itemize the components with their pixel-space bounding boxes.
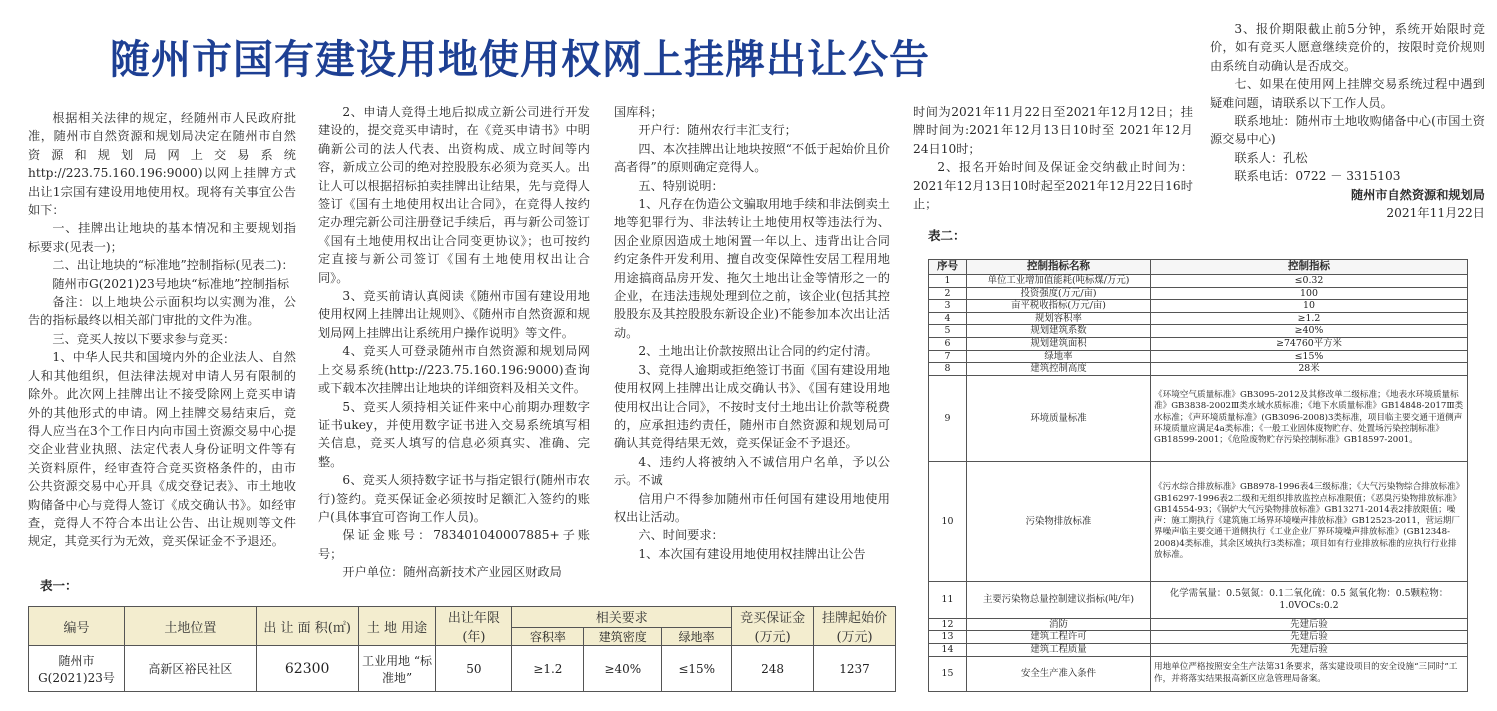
cell-name: 规划建筑系数 xyxy=(967,325,1151,338)
table-row xyxy=(929,363,1468,376)
cell-name: 投资强度(万元/亩) xyxy=(967,287,1151,300)
paragraph: 联系人：孔松 xyxy=(1234,150,1308,165)
sign-date: 2021年11月22日 xyxy=(1386,206,1485,221)
header-index-value: 控制指标 xyxy=(1151,260,1468,275)
cell-no: 12 xyxy=(929,618,967,631)
cell-name: 建筑工程许可 xyxy=(967,631,1151,644)
cell-value: 用地单位严格按照安全生产法第31条要求，落实建设项目的安全设施“三同时”工作，并将落实结果报高新区应急管理局备案。 xyxy=(1151,656,1468,691)
table-row xyxy=(929,312,1468,325)
cell-name: 主要污染物总量控制建议指标(吨/年) xyxy=(967,582,1151,618)
control-index-table xyxy=(928,259,1468,692)
signature: 随州市自然资源和规划局 xyxy=(1350,187,1485,202)
cell-location: 高新区裕民社区 xyxy=(124,646,256,692)
header-far: 容积率 xyxy=(512,627,584,645)
column-5 xyxy=(1210,20,1485,240)
cell-name: 建筑工程质量 xyxy=(967,643,1151,656)
cell-value: 化学需氧量：0.5氨氮：0.1二氧化硫：0.5 氮氧化物：0.5颗粒物：1.0VOCs:0.2 xyxy=(1151,582,1468,618)
paragraph: 五、特别说明： xyxy=(638,178,724,193)
cell-name: 亩平税收指标(万元/亩) xyxy=(967,300,1151,313)
paragraph: 国库科； xyxy=(614,105,663,119)
paragraph: 二、出让地块的“标准地”控制指标(见表二)： xyxy=(52,258,294,273)
header-index-name: 控制指标名称 xyxy=(967,260,1151,275)
cell-value: ≥40% xyxy=(1151,325,1468,338)
page-title: 随州市国有建设用地使用权网上挂牌出让公告 xyxy=(110,37,930,83)
cell-no: 15 xyxy=(929,656,967,691)
paragraph: 根据相关法律的规定，经随州市人民政府批准，随州市自然资源和规划局决定在随州市自然资源和规划局网上交易系统http://223.75.160.196:9000)以网上挂牌方式出让1宗国有建设用地使用权。现将有关事宜公告如下： xyxy=(28,111,296,218)
paragraph: 2、报名开始时间及保证金交纳截止时间为：2021年12月13日10时起至2021年12月22日16时止； xyxy=(913,160,1193,212)
cell-name: 单位工业增加值能耗(吨标煤/万元) xyxy=(967,275,1151,288)
cell-use: 工业用地 “标准地” xyxy=(358,646,436,692)
cell-name: 规划建筑面积 xyxy=(967,337,1151,350)
column-1 xyxy=(28,109,296,565)
table-row xyxy=(29,646,896,692)
cell-no: 8 xyxy=(929,363,967,376)
cell-density: ≥40% xyxy=(584,646,662,692)
cell-far: ≥1.2 xyxy=(512,646,584,692)
paragraph: 4、违约人将被纳入不诚信用户名单，予以公示。不诚 xyxy=(614,454,890,488)
cell-no: 14 xyxy=(929,643,967,656)
paragraph: 联系电话：0722 － 3315103 xyxy=(1234,169,1401,184)
cell-no: 4 xyxy=(929,312,967,325)
paragraph: 3、竞买前请认真阅读《随州市国有建设用地使用权网上挂牌出让规则》、《随州市自然资源和规划局网上挂牌出让系统用户操作说明》等文件。 xyxy=(318,289,590,340)
header-green: 绿地率 xyxy=(662,627,732,645)
cell-name: 安全生产准入条件 xyxy=(967,656,1151,691)
cell-value: 先建后验 xyxy=(1151,618,1468,631)
cell-value: 先建后验 xyxy=(1151,631,1468,644)
header-no: 序号 xyxy=(929,260,967,275)
cell-no: 5 xyxy=(929,325,967,338)
header-location: 土地位置 xyxy=(124,607,256,646)
table1-caption: 表一： xyxy=(40,578,78,593)
table-row xyxy=(929,618,1468,631)
cell-name: 消防 xyxy=(967,618,1151,631)
cell-value: ≥1.2 xyxy=(1151,312,1468,325)
table-row xyxy=(929,275,1468,288)
cell-value: ≤15% xyxy=(1151,350,1468,363)
table-row xyxy=(929,325,1468,338)
table-row xyxy=(929,582,1468,618)
paragraph: 1、凡存在伪造公文骗取用地手续和非法倒卖土地等犯罪行为、非法转让土地使用权等违法行为、因企业原因造成土地闲置一年以上、违背出让合同约定条件开发利用、擅自改变保障性安居工程用地用途搞商品房开发、拖欠土地出让金等情形之一的企业，在违法违规处理到位之前，该企业(包括其控股股东及其控股股东新设企业)不能参加本次出让活动。 xyxy=(614,197,890,340)
cell-no: 13 xyxy=(929,631,967,644)
cell-no: 10 xyxy=(929,462,967,582)
header-deposit: 竞买保证金 (万元) xyxy=(732,607,814,646)
column-2 xyxy=(318,103,590,580)
cell-value: 《污水综合排放标准》GB8978-1996表4三级标准；《大气污染物综合排放标准》GB16297-1996表2二级和无组织排放监控点标准限值；《恶臭污染物排放标准》GB14554-93；《锅炉大气污染物排放标准》GB13271-2014表2排放限值；噪声：施工期执行《建筑施工场界环境噪声排放标准》GB12523-2011，营运期厂界噪声临主要交通干道侧执行《工业企业厂界环境噪声排放标准》(GB12348-2008)4类标准，其余区域执行3类标准；项目如有行业排放标准的应执行行业排放标准。 xyxy=(1151,462,1468,582)
cell-no: 2 xyxy=(929,287,967,300)
table-row xyxy=(929,300,1468,313)
cell-name: 建筑控制高度 xyxy=(967,363,1151,376)
paragraph: 信用户不得参加随州市任何国有建设用地使用权出让活动。 xyxy=(614,491,890,524)
column-4 xyxy=(913,103,1193,213)
table-row xyxy=(929,287,1468,300)
header-requirements: 相关要求 xyxy=(512,607,732,628)
table-row xyxy=(929,656,1468,691)
paragraph: 时间为2021年11月22日至2021年12月12日；挂牌时间为:2021年12月13日10时至 2021年12月24日10时； xyxy=(913,105,1193,156)
paragraph: 三、竞买人按以下要求参与竞买： xyxy=(52,331,236,346)
cell-value: ≥74760平方米 xyxy=(1151,337,1468,350)
paragraph: 随州市G(2021)23号地块“标准地”控制指标 xyxy=(52,276,290,291)
cell-start-price: 1237 xyxy=(814,646,896,692)
cell-value: 《环境空气质量标准》GB3095-2012及其修改单二级标准；《地表水环境质量标准》GB3838-2002Ⅲ类水域水质标准；《地下水质量标准》GB14848-2017Ⅲ类水标准；《声环境质量标准》(GB3096-2008)3类标准，项目临主要交通干道侧声环境质量应满足4a类标准；《一般工业固体废物贮存、处置场污染控制标准》GB18599-2001；《危险废物贮存污染控制标准》GB18597-2001。 xyxy=(1151,375,1468,461)
cell-value: 先建后验 xyxy=(1151,643,1468,656)
column-3 xyxy=(614,103,890,565)
table-row xyxy=(929,462,1468,582)
table-row xyxy=(929,337,1468,350)
cell-years: 50 xyxy=(436,646,512,692)
paragraph: 开户行：随州农行丰汇支行； xyxy=(638,123,797,138)
cell-name: 污染物排放标准 xyxy=(967,462,1151,582)
paragraph: 四、本次挂牌出让地块按照“不低于起始价且价高者得”的原则确定竞得人。 xyxy=(614,141,890,175)
cell-area: 62300 xyxy=(256,646,358,692)
cell-value: ≤0.32 xyxy=(1151,275,1468,288)
header-density: 建筑密度 xyxy=(584,627,662,645)
cell-value: 100 xyxy=(1151,287,1468,300)
cell-deposit: 248 xyxy=(732,646,814,692)
cell-name: 规划容积率 xyxy=(967,312,1151,325)
paragraph: 联系地址：随州市土地收购储备中心(市国土资源交易中心) xyxy=(1210,114,1485,147)
paragraph: 备注：以上地块公示面积均以实测为准，公告的指标最终以相关部门审批的文件为准。 xyxy=(28,295,296,328)
paragraph: 5、竞买人须持相关证件来中心前期办理数字证书ukey，并使用数字证书进入交易系统填写相关信息，竞买人填写的信息必须真实、准确、完整。 xyxy=(318,399,590,469)
paragraph: 一、挂牌出让地块的基本情况和主要规划指标要求(见表一)； xyxy=(28,221,296,254)
paragraph: 七、如果在使用网上挂牌交易系统过程中遇到疑难问题，请联系以下工作人员。 xyxy=(1210,77,1485,110)
cell-name: 环境质量标准 xyxy=(967,375,1151,461)
paragraph: 3、竞得人逾期或拒绝签订书面《国有建设用地使用权网上挂牌出让成交确认书》、《国有建设用地使用权出让合同》，不按时支付土地出让价款等税费的，应承担违约责任，随州市自然资源和规划局可确认其竞得结果无效，竞买保证金不予退还。 xyxy=(614,362,890,451)
paragraph: 1、本次国有建设用地使用权挂牌出让公告 xyxy=(638,546,866,561)
table-row xyxy=(929,375,1468,461)
paragraph: 4、竞买人可登录随州市自然资源和规划局网上交易系统(http://223.75.160.196:9000)查询或下载本次挂牌出让地块的详细资料及相关文件。 xyxy=(318,344,590,396)
cell-no: 9 xyxy=(929,375,967,461)
cell-code: 随州市G(2021)23号 xyxy=(29,646,125,692)
paragraph: 2、土地出让价款按照出让合同的约定付清。 xyxy=(638,344,878,359)
cell-no: 7 xyxy=(929,350,967,363)
cell-no: 1 xyxy=(929,275,967,288)
table2-caption: 表二： xyxy=(928,228,966,243)
header-code: 编号 xyxy=(29,607,125,646)
paragraph: 开户单位：随州高新技术产业园区财政局 xyxy=(342,565,562,580)
cell-name: 绿地率 xyxy=(967,350,1151,363)
paragraph: 1、中华人民共和国境内外的企业法人、自然人和其他组织，但法律法规对申请人另有限制的除外。此次网上挂牌出让不接受除网上竞买申请外的其他形式的申请。网上挂牌交易结束后，竞得人应当在3个工作日内向市国土资源交易中心提交企业营业执照、法定代表人身份证明文件等有关资料原件，经审查符合竞买资格条件的，由市公共资源交易中心开具《成交登记表》、市土地收购储备中心与竞得人签订《成交确认书》。如经审查，竞得人不符合本出让公告、出让规则等文件规定，其竞买行为无效，竞买保证金不予退还。 xyxy=(28,350,296,549)
header-use: 土 地 用途 xyxy=(358,607,436,646)
table-row xyxy=(929,350,1468,363)
cell-value: 28米 xyxy=(1151,363,1468,376)
table-row xyxy=(929,631,1468,644)
cell-no: 11 xyxy=(929,582,967,618)
paragraph: 2、申请人竞得土地后拟成立新公司进行开发建设的，提交竞买申请时，在《竞买申请书》中明确新公司的法人代表、出资构成、成立时间等内容，新成立公司的绝对控股股东必须为竞买人。出让人可以根据招标拍卖挂牌出让结果，先与竞得人签订《国有土地使用权出让合同》，在竞得人按约定办理完新公司注册登记手续后，再与新公司签订《国有土地使用权出让合同变更协议》；也可按约定直接与新公司签订《国有土地使用权出让合同》。 xyxy=(318,105,590,285)
table-row xyxy=(929,643,1468,656)
cell-green: ≤15% xyxy=(662,646,732,692)
cell-no: 6 xyxy=(929,337,967,350)
header-area: 出 让 面 积(㎡) xyxy=(256,607,358,646)
land-info-table xyxy=(28,606,896,692)
cell-no: 3 xyxy=(929,300,967,313)
paragraph: 3、报价期限截止前5分钟，系统开始限时竞价，如有竞买人愿意继续竞价的，按限时竞价规则由系统自动确认是否成交。 xyxy=(1210,22,1485,73)
header-years: 出让年限 (年) xyxy=(436,607,512,646)
paragraph: 保证金账号：783401040007885+子账号； xyxy=(318,528,590,561)
paragraph: 6、竞买人须持数字证书与指定银行(随州市农行)签约。竞买保证金必须按时足额汇入签约的账户(具体事宜可咨询工作人员)。 xyxy=(318,473,590,524)
cell-value: 10 xyxy=(1151,300,1468,313)
paragraph: 六、时间要求： xyxy=(638,528,724,543)
header-start-price: 挂牌起始价 (万元) xyxy=(814,607,896,646)
